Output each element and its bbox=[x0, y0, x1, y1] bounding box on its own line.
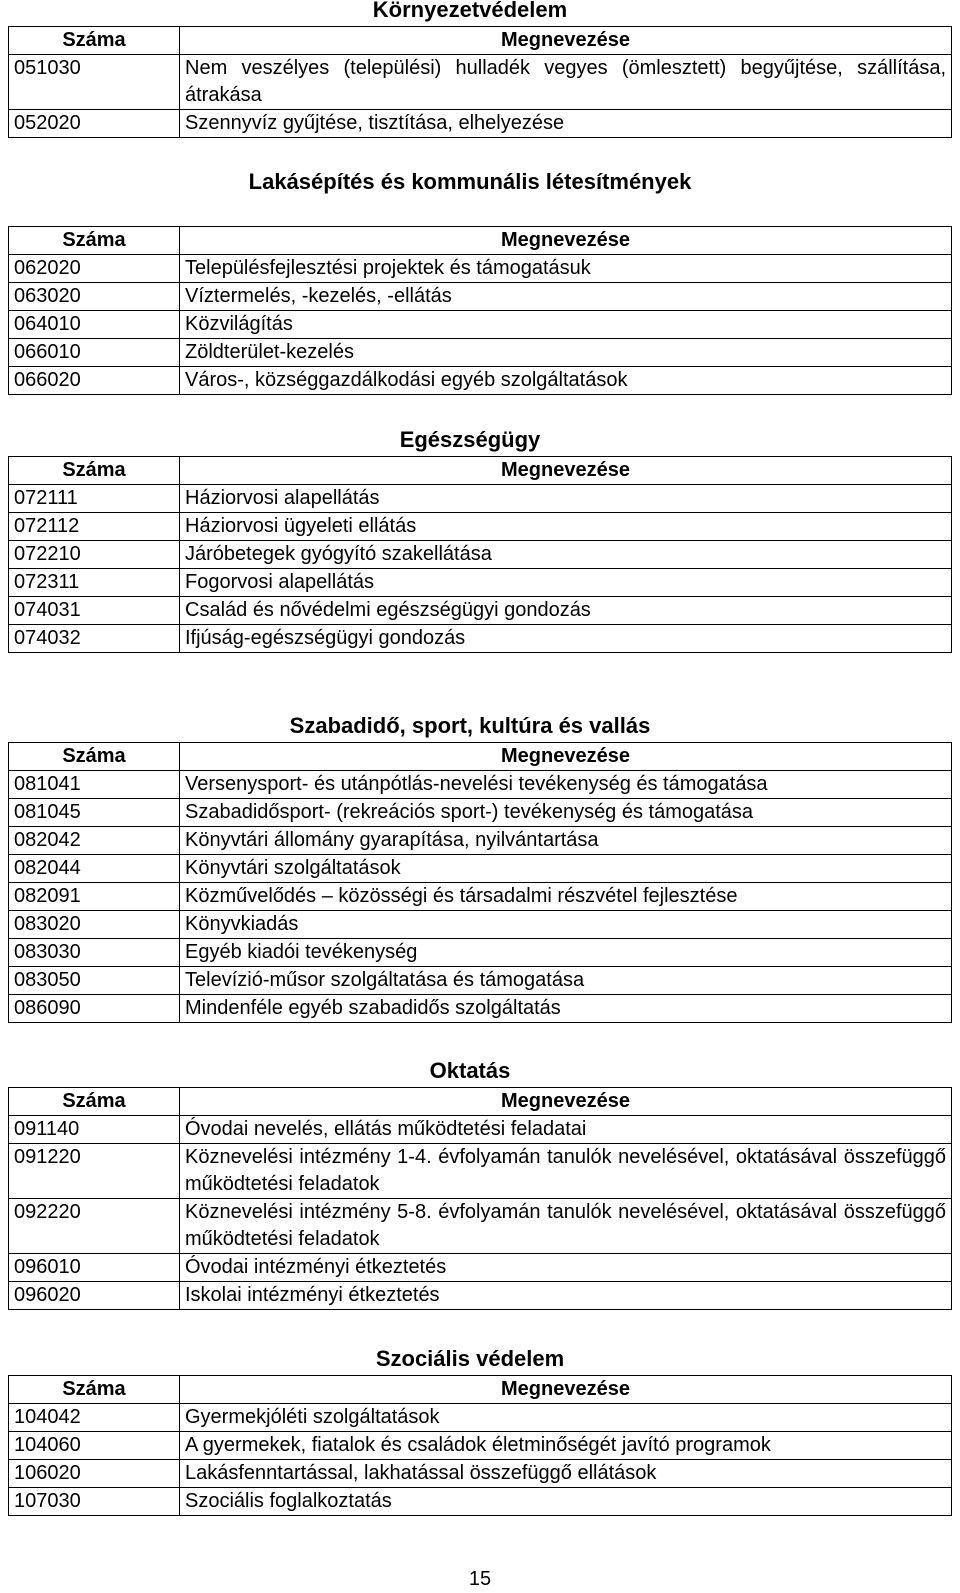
row-code: 104042 bbox=[9, 1404, 180, 1432]
row-code: 104060 bbox=[9, 1432, 180, 1460]
row-code: 081041 bbox=[9, 771, 180, 799]
row-code: 096010 bbox=[9, 1254, 180, 1282]
row-name: Mindenféle egyéb szabadidős szolgáltatás bbox=[180, 995, 952, 1023]
row-code: 083020 bbox=[9, 911, 180, 939]
row-name: Ifjúság-egészségügyi gondozás bbox=[180, 625, 952, 653]
header-name: Megnevezése bbox=[180, 27, 952, 55]
table-header-row bbox=[9, 1088, 952, 1116]
row-name: Nem veszélyes (települési) hulladék vegyes (ömlesztett) begyűjtése, szállítása, átrakása bbox=[180, 55, 952, 110]
row-name: Zöldterület-kezelés bbox=[180, 339, 952, 367]
row-code: 092220 bbox=[9, 1199, 180, 1254]
row-code: 086090 bbox=[9, 995, 180, 1023]
row-name: Háziorvosi ügyeleti ellátás bbox=[180, 513, 952, 541]
header-name: Megnevezése bbox=[180, 1376, 952, 1404]
table-row bbox=[9, 110, 952, 138]
table-row bbox=[9, 485, 952, 513]
row-name: Óvodai nevelés, ellátás működtetési feladatai bbox=[180, 1116, 952, 1144]
row-name: Köznevelési intézmény 5-8. évfolyamán tanulók nevelésével, oktatásával összefüggő működtetési feladatok bbox=[180, 1199, 952, 1254]
row-code: 081045 bbox=[9, 799, 180, 827]
table-row bbox=[9, 55, 952, 110]
table-row bbox=[9, 771, 952, 799]
row-code: 096020 bbox=[9, 1282, 180, 1310]
header-code: Száma bbox=[9, 227, 180, 255]
table-header-row bbox=[9, 457, 952, 485]
row-name: Könyvtári szolgáltatások bbox=[180, 855, 952, 883]
row-name: Szociális foglalkoztatás bbox=[180, 1488, 952, 1516]
table-header-row bbox=[9, 1376, 952, 1404]
table-row bbox=[9, 255, 952, 283]
row-name: Járóbetegek gyógyító szakellátása bbox=[180, 541, 952, 569]
row-name: Versenysport- és utánpótlás-nevelési tevékenység és támogatása bbox=[180, 771, 952, 799]
table-row bbox=[9, 513, 952, 541]
table-row bbox=[9, 597, 952, 625]
table-row bbox=[9, 967, 952, 995]
row-name: Településfejlesztési projektek és támogatásuk bbox=[180, 255, 952, 283]
code-table bbox=[8, 1375, 952, 1516]
code-table bbox=[8, 26, 952, 138]
header-name: Megnevezése bbox=[180, 1088, 952, 1116]
header-code: Száma bbox=[9, 457, 180, 485]
table-header-row bbox=[9, 227, 952, 255]
table-row bbox=[9, 339, 952, 367]
header-name: Megnevezése bbox=[180, 227, 952, 255]
row-code: 051030 bbox=[9, 55, 180, 110]
row-name: Könyvtári állomány gyarapítása, nyilvántartása bbox=[180, 827, 952, 855]
row-code: 064010 bbox=[9, 311, 180, 339]
row-code: 072112 bbox=[9, 513, 180, 541]
code-table bbox=[8, 1087, 952, 1310]
header-code: Száma bbox=[9, 27, 180, 55]
row-code: 072111 bbox=[9, 485, 180, 513]
table-row bbox=[9, 1432, 952, 1460]
table-header-row bbox=[9, 743, 952, 771]
table-row bbox=[9, 799, 952, 827]
row-code: 066010 bbox=[9, 339, 180, 367]
row-name: Gyermekjóléti szolgáltatások bbox=[180, 1404, 952, 1432]
table-row bbox=[9, 367, 952, 395]
row-name: Iskolai intézményi étkeztetés bbox=[180, 1282, 952, 1310]
row-name: Szabadidősport- (rekreációs sport-) tevékenység és támogatása bbox=[180, 799, 952, 827]
row-name: Lakásfenntartással, lakhatással összefüggő ellátások bbox=[180, 1460, 952, 1488]
row-code: 107030 bbox=[9, 1488, 180, 1516]
table-row bbox=[9, 283, 952, 311]
header-name: Megnevezése bbox=[180, 457, 952, 485]
table-row bbox=[9, 541, 952, 569]
row-code: 082044 bbox=[9, 855, 180, 883]
table-row bbox=[9, 1460, 952, 1488]
table-row bbox=[9, 1254, 952, 1282]
row-name: Család és nővédelmi egészségügyi gondozás bbox=[180, 597, 952, 625]
table-row bbox=[9, 311, 952, 339]
table-row bbox=[9, 625, 952, 653]
row-name: Óvodai intézményi étkeztetés bbox=[180, 1254, 952, 1282]
section-title: Lakásépítés és kommunális létesítmények bbox=[248, 169, 692, 194]
header-code: Száma bbox=[9, 743, 180, 771]
table-row bbox=[9, 1144, 952, 1199]
table-row bbox=[9, 911, 952, 939]
table-row bbox=[9, 827, 952, 855]
page-number: 15 bbox=[468, 1568, 492, 1590]
row-code: 072311 bbox=[9, 569, 180, 597]
row-code: 074031 bbox=[9, 597, 180, 625]
row-code: 082042 bbox=[9, 827, 180, 855]
header-code: Száma bbox=[9, 1088, 180, 1116]
section-title: Szociális védelem bbox=[375, 1346, 565, 1371]
row-code: 066020 bbox=[9, 367, 180, 395]
row-name: Televízió-műsor szolgáltatása és támogatása bbox=[180, 967, 952, 995]
row-code: 072210 bbox=[9, 541, 180, 569]
row-name: Háziorvosi alapellátás bbox=[180, 485, 952, 513]
row-code: 091220 bbox=[9, 1144, 180, 1199]
row-code: 074032 bbox=[9, 625, 180, 653]
table-row bbox=[9, 995, 952, 1023]
row-code: 106020 bbox=[9, 1460, 180, 1488]
row-name: Köznevelési intézmény 1-4. évfolyamán tanulók nevelésével, oktatásával összefüggő működtetési feladatok bbox=[180, 1144, 952, 1199]
row-code: 083050 bbox=[9, 967, 180, 995]
row-code: 063020 bbox=[9, 283, 180, 311]
table-row bbox=[9, 883, 952, 911]
code-table bbox=[8, 456, 952, 653]
row-code: 091140 bbox=[9, 1116, 180, 1144]
table-row bbox=[9, 1282, 952, 1310]
row-name: Közvilágítás bbox=[180, 311, 952, 339]
row-name: Szennyvíz gyűjtése, tisztítása, elhelyezése bbox=[180, 110, 952, 138]
row-code: 082091 bbox=[9, 883, 180, 911]
row-name: Fogorvosi alapellátás bbox=[180, 569, 952, 597]
table-row bbox=[9, 1199, 952, 1254]
table-row bbox=[9, 939, 952, 967]
section-title: Szabadidő, sport, kultúra és vallás bbox=[289, 713, 651, 738]
row-name: Város-, községgazdálkodási egyéb szolgáltatások bbox=[180, 367, 952, 395]
table-row bbox=[9, 855, 952, 883]
section-title: Környezetvédelem bbox=[372, 0, 568, 22]
row-name: Víztermelés, -kezelés, -ellátás bbox=[180, 283, 952, 311]
table-row bbox=[9, 1404, 952, 1432]
row-code: 052020 bbox=[9, 110, 180, 138]
row-name: Könyvkiadás bbox=[180, 911, 952, 939]
row-name: Közművelődés – közösségi és társadalmi részvétel fejlesztése bbox=[180, 883, 952, 911]
row-code: 083030 bbox=[9, 939, 180, 967]
table-row bbox=[9, 1116, 952, 1144]
code-table bbox=[8, 226, 952, 395]
header-code: Száma bbox=[9, 1376, 180, 1404]
table-row bbox=[9, 569, 952, 597]
table-row bbox=[9, 1488, 952, 1516]
row-name: Egyéb kiadói tevékenység bbox=[180, 939, 952, 967]
section-title: Oktatás bbox=[429, 1058, 511, 1083]
section-title: Egészségügy bbox=[399, 427, 541, 452]
row-code: 062020 bbox=[9, 255, 180, 283]
header-name: Megnevezése bbox=[180, 743, 952, 771]
row-name: A gyermekek, fiatalok és családok életminőségét javító programok bbox=[180, 1432, 952, 1460]
code-table bbox=[8, 742, 952, 1023]
table-header-row bbox=[9, 27, 952, 55]
